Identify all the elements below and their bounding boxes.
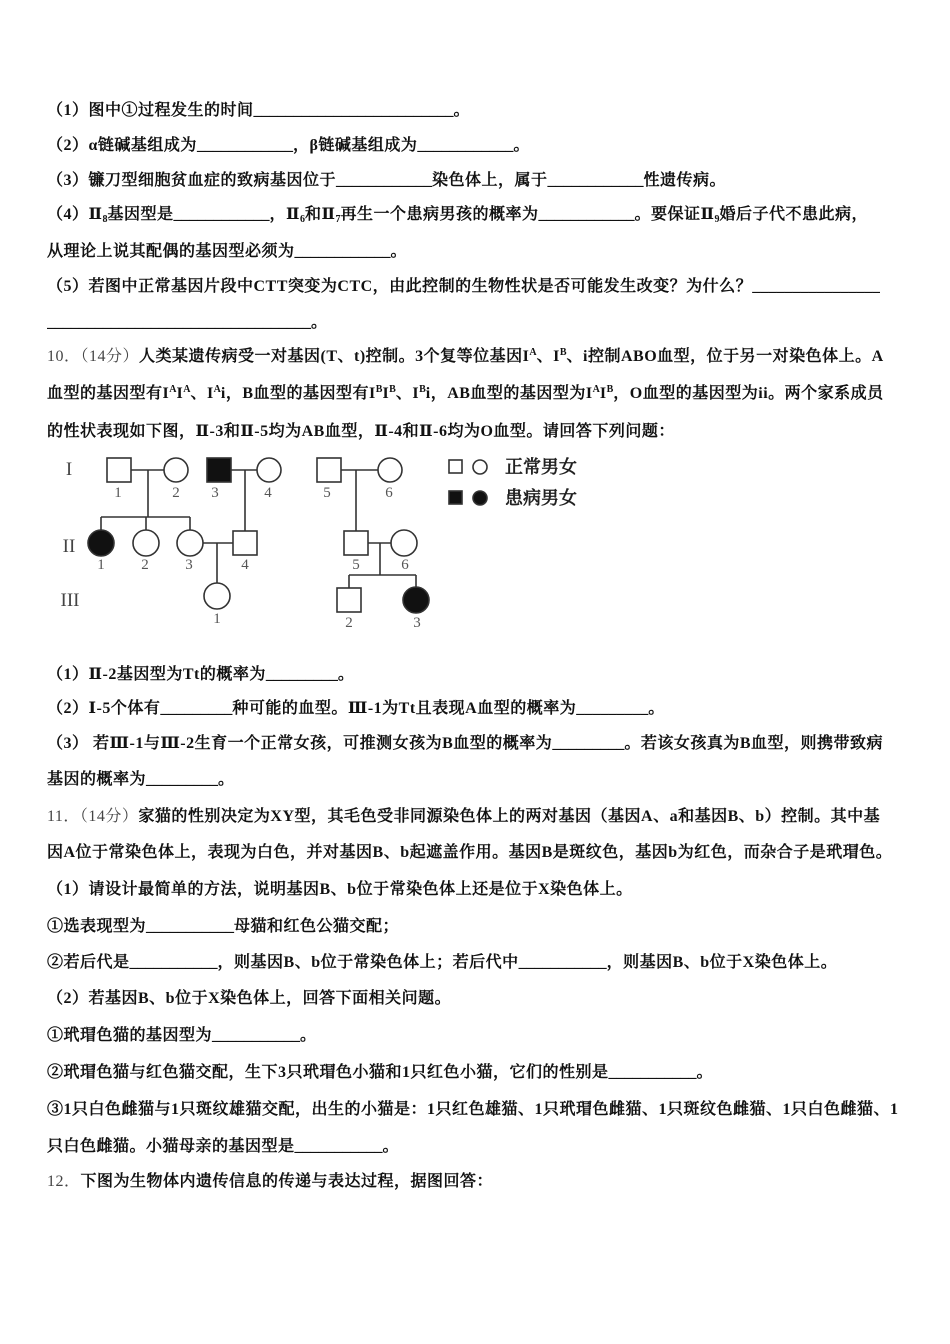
q9-sub5-line2 — [47, 311, 328, 335]
text-run: 。 — [513, 137, 530, 154]
pedigree-I-1-label: 1 — [114, 485, 122, 501]
text-run: I — [382, 385, 390, 402]
answer-blank: ___________ — [129, 954, 218, 971]
text-run: （2）Ⅰ-5个体有 — [47, 700, 161, 717]
pedigree-I-3-label: 3 — [211, 485, 219, 501]
text-run: i，B血型的基因型有I — [220, 385, 376, 402]
superscript: A — [592, 384, 600, 395]
answer-blank: ________________ — [752, 278, 881, 295]
text-run: 。 — [648, 700, 665, 717]
text-run: （4）Ⅱ — [47, 206, 103, 223]
legend-normal-label: 正常男女 — [505, 457, 577, 477]
pedigree-legend — [449, 456, 577, 508]
text-run: 和Ⅱ — [305, 206, 336, 223]
legend-normal-male-square — [449, 460, 462, 473]
text-run: i，AB血型的基因型为I — [425, 385, 593, 402]
text-run: ②若后代是 — [47, 954, 130, 971]
text-run: 血型的基因型有I — [47, 385, 170, 402]
pedigree-II-3-female — [177, 530, 203, 556]
text-run: 。 — [382, 1138, 400, 1155]
legend-affected-female-circle — [473, 491, 487, 505]
q11-stem-line1 — [47, 805, 880, 829]
text-run: 。 — [300, 1027, 317, 1044]
q9-sub4-line2 — [47, 240, 407, 264]
answer-blank: _________ — [552, 735, 625, 752]
superscript: B — [375, 384, 383, 395]
text-run: 。 — [696, 1064, 714, 1081]
text-run: （2）α链碱基组成为 — [47, 137, 197, 154]
answer-blank: ___________ — [212, 1027, 301, 1044]
q11-sub2-item3-line2 — [47, 1135, 399, 1159]
q9-sub3 — [47, 169, 726, 193]
text-run: 人类某遗传病受一对基因(T、t)控制。3个复等位基因I — [139, 348, 530, 365]
pedigree-II-2-female — [133, 530, 159, 556]
q11-sub1-item1 — [47, 915, 399, 939]
pedigree-I-2-label: 2 — [172, 485, 180, 501]
pedigree-III-3-label: 3 — [413, 615, 421, 631]
q10-stem-line1 — [47, 345, 884, 369]
generation-label-III: III — [60, 590, 80, 611]
answer-blank: _________________________ — [253, 102, 454, 119]
q10-stem-line3 — [47, 420, 675, 444]
q11-sub1-item2 — [47, 951, 837, 975]
text-run: 、I — [536, 348, 560, 365]
pedigree-I-2-female — [164, 458, 188, 482]
text-run: ①玳瑁色猫的基因型为 — [47, 1027, 213, 1044]
pedigree-II-6-female — [391, 530, 417, 556]
text-run: （1）请设计最简单的方法，说明基因B、b位于常染色体上还是位于X染色体上。 — [47, 881, 633, 898]
pedigree-III-2-label: 2 — [345, 615, 353, 631]
text-run: ，则基因B、b位于X染色体上。 — [606, 954, 838, 971]
text-run: 基因的概率为 — [47, 771, 147, 788]
text-run: 、i控制ABO血型，位于另一对染色体上。A — [566, 348, 884, 365]
text-run: （1）Ⅱ-2基因型为Tt的概率为 — [47, 666, 266, 683]
q10-sub1 — [47, 663, 354, 687]
answer-blank: _________ — [146, 771, 219, 788]
pedigree-II-4-male — [233, 531, 257, 555]
answer-blank: ____________ — [294, 243, 391, 260]
pedigree-III-1-female — [204, 583, 230, 609]
q9-sub4-line1 — [47, 203, 868, 227]
subscript: 9 — [714, 214, 720, 225]
legend-affected-label: 患病男女 — [505, 488, 577, 508]
q11-sub2-item1 — [47, 1024, 317, 1048]
answer-blank: _________ — [265, 666, 338, 683]
answer-blank: _________________________________ — [47, 314, 311, 331]
q9-sub5-line1 — [47, 275, 880, 299]
pedigree-II-2-label: 2 — [141, 557, 149, 573]
question-number: 12． — [47, 1173, 81, 1190]
q10-stem-line2 — [47, 382, 884, 406]
superscript: B — [389, 384, 396, 395]
answer-blank: ___________ — [518, 954, 607, 971]
answer-blank: ___________ — [608, 1064, 697, 1081]
q11-sub2-item3-line1 — [47, 1098, 899, 1122]
answer-blank: ____________ — [173, 206, 270, 223]
q11-sub2 — [47, 987, 451, 1011]
q9-sub2 — [47, 134, 530, 158]
pedigree-II-5-male — [344, 531, 368, 555]
legend-affected-male-square — [449, 491, 462, 504]
text-run: 再生一个患病男孩的概率为 — [340, 206, 539, 223]
superscript: A — [183, 384, 191, 395]
text-run: （3） 若Ⅲ-1与Ⅲ-2生育一个正常女孩，可推测女孩为B血型的概率为 — [47, 735, 553, 752]
pedigree-III-3-female — [403, 587, 429, 613]
text-run: （3）镰刀型细胞贫血症的致病基因位于 — [47, 172, 337, 189]
text-run: 。 — [218, 771, 235, 788]
pedigree-II-3-label: 3 — [185, 557, 193, 573]
text-run: 。 — [337, 666, 355, 683]
pedigree-III-1-label: 1 — [213, 611, 221, 627]
text-run: 只白色雌猫。小猫母亲的基因型是 — [47, 1138, 295, 1155]
superscript: A — [529, 347, 537, 358]
text-run: ，Ⅱ — [269, 206, 301, 223]
q10-sub3-line1 — [47, 732, 883, 756]
text-run: ①选表现型为 — [47, 918, 147, 935]
answer-blank: ____________ — [336, 172, 433, 189]
superscript: B — [559, 347, 567, 358]
text-run: （5）若图中正常基因片段中CTT突变为CTC，由此控制的生物性状是否可能发生改变？为什么？ — [47, 278, 753, 295]
generation-label-II: II — [62, 536, 76, 557]
superscript: A — [213, 384, 221, 395]
pedigree-II-4-label: 4 — [241, 557, 249, 573]
answer-blank: _________ — [160, 700, 233, 717]
text-run: （2）若基因B、b位于X染色体上，回答下面相关问题。 — [47, 990, 452, 1007]
pedigree-chart — [0, 450, 600, 640]
pedigree-III-2-male — [337, 588, 361, 612]
superscript: B — [606, 384, 614, 395]
pedigree-II-1-label: 1 — [97, 557, 105, 573]
text-run: 种可能的血型。Ⅲ-1为Tt且表现A血型的概率为 — [232, 700, 577, 717]
generation-label-I: I — [65, 459, 73, 480]
pedigree-I-6-label: 6 — [385, 485, 393, 501]
text-run: ，则基因B、b位于常染色体上；若后代中 — [217, 954, 519, 971]
answer-blank: ____________ — [417, 137, 514, 154]
text-run: ②玳瑁色猫与红色猫交配，生下3只玳瑁色小猫和1只红色小猫，它们的性别是 — [47, 1064, 609, 1081]
text-run: 从理论上说其配偶的基因型必须为 — [47, 243, 295, 260]
text-run: 家猫的性别决定为XY型，其毛色受非同源染色体上的两对基因（基因A、a和基因B、b）控制。其中基 — [138, 808, 881, 825]
pedigree-I-5-label: 5 — [323, 485, 331, 501]
text-run: 、I — [395, 385, 420, 402]
q10-sub2 — [47, 697, 665, 721]
q11-sub2-item2 — [47, 1061, 713, 1085]
pedigree-I-4-female — [257, 458, 281, 482]
pedigree-I-3-male — [207, 458, 231, 482]
pedigree-I-6-female — [378, 458, 402, 482]
text-run: I — [599, 385, 607, 402]
pedigree-I-1-male — [107, 458, 131, 482]
answer-blank: ____________ — [538, 206, 635, 223]
text-run: 、I — [190, 385, 214, 402]
text-run: 的性状表现如下图，Ⅱ-3和Ⅱ-5均为AB血型，Ⅱ-4和Ⅱ-6均为O血型。请回答下列问题： — [47, 423, 675, 440]
text-run: （1）图中①过程发生的时间 — [47, 102, 254, 119]
text-run: 。 — [453, 102, 471, 119]
text-run: ③1只白色雌猫与1只斑纹雄猫交配，出生的小猫是：1只红色雄猫、1只玳瑁色雌猫、1只斑纹色雌猫、1只白色雌猫、1 — [47, 1101, 899, 1118]
text-run: 基因型是 — [107, 206, 174, 223]
text-run: 。 — [311, 314, 328, 331]
answer-blank: ____________ — [196, 137, 293, 154]
answer-blank: ___________ — [294, 1138, 383, 1155]
text-run: I — [176, 385, 184, 402]
question-number: 10．（14分） — [47, 348, 140, 365]
text-run: 下图为生物体内遗传信息的传递与表达过程，据图回答： — [80, 1173, 494, 1190]
subscript: 7 — [335, 214, 341, 225]
subscript: 6 — [300, 214, 306, 225]
q12-stem — [47, 1170, 493, 1194]
text-run: 。要保证Ⅱ — [634, 206, 715, 223]
q11-sub1 — [47, 878, 633, 902]
pedigree-I-5-male — [317, 458, 341, 482]
q11-stem-line2 — [47, 841, 892, 865]
superscript: A — [169, 384, 177, 395]
pedigree-II-5-label: 5 — [352, 557, 360, 573]
text-run: 母猫和红色公猫交配； — [234, 918, 400, 935]
q10-sub3-line2 — [47, 768, 235, 792]
text-run: 因A位于常染色体上，表现为白色，并对基因B、b起遮盖作用。基因B是斑纹色，基因b为红色，而杂合子是玳瑁色。 — [47, 844, 893, 861]
answer-blank: ___________ — [146, 918, 235, 935]
pedigree-II-1-female — [88, 530, 114, 556]
question-number: 11．（14分） — [47, 808, 139, 825]
text-run: 。若该女孩真为B血型，则携带致病 — [624, 735, 883, 752]
pedigree-II-6-label: 6 — [401, 557, 409, 573]
answer-blank: ____________ — [547, 172, 644, 189]
text-run: 性遗传病。 — [643, 172, 727, 189]
superscript: B — [419, 384, 426, 395]
answer-blank: _________ — [576, 700, 649, 717]
text-run: ，O血型的基因型为ii。两个家系成员 — [613, 385, 884, 402]
text-run: ，β链碱基组成为 — [292, 137, 418, 154]
text-run: 婚后子代不患此病， — [719, 206, 869, 223]
text-run: 。 — [390, 243, 408, 260]
pedigree-I-4-label: 4 — [264, 485, 272, 501]
subscript: 8 — [102, 214, 108, 225]
legend-normal-female-circle — [473, 460, 487, 474]
text-run: 染色体上，属于 — [432, 172, 548, 189]
q9-sub1 — [47, 99, 470, 123]
